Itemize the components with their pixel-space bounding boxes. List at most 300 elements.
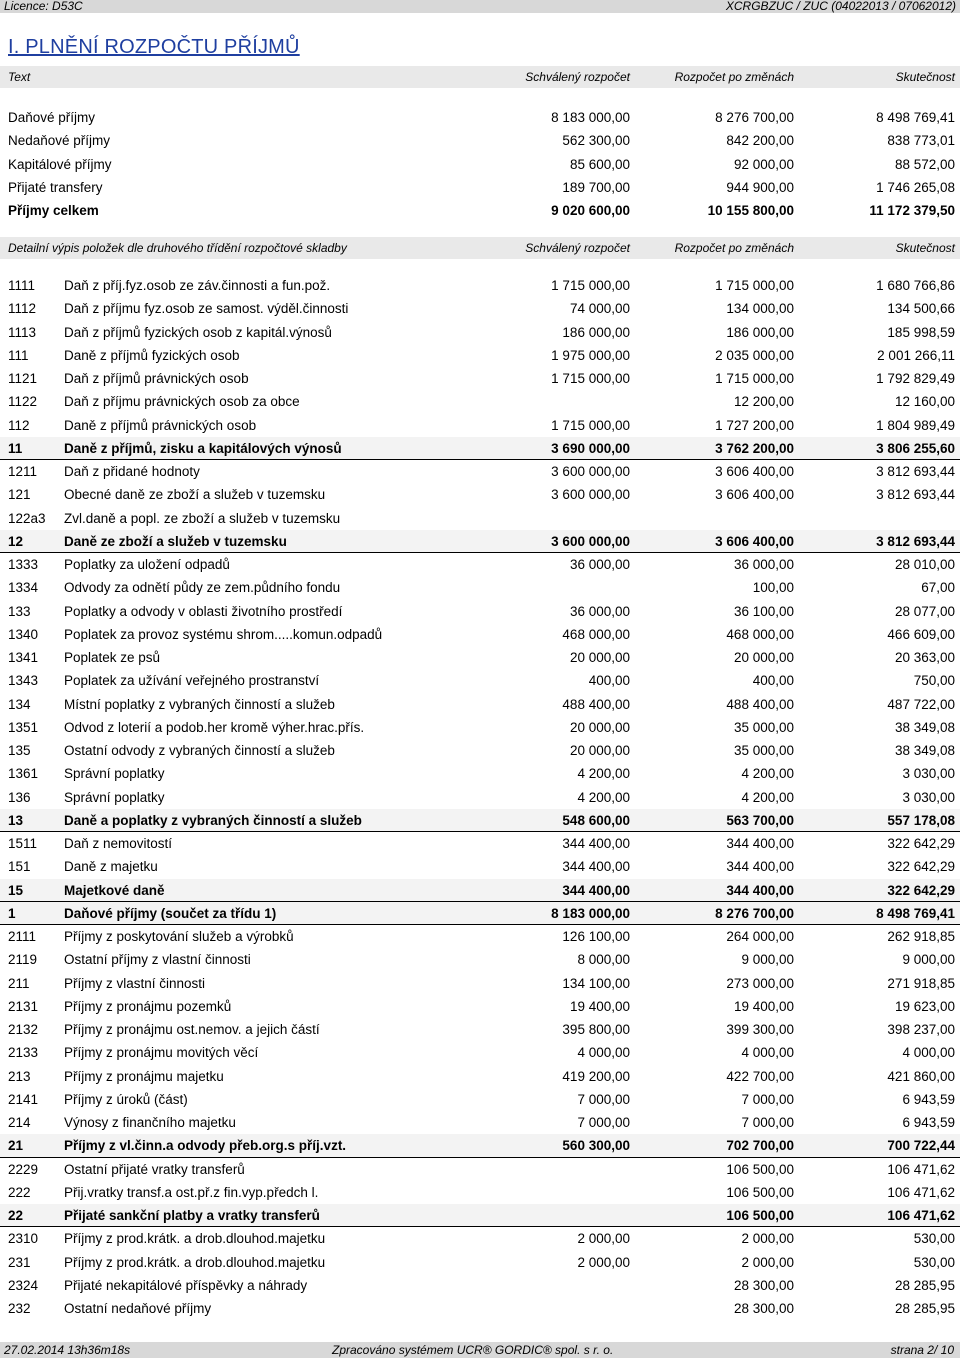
row-code: 2229 (8, 1161, 39, 1177)
row-po-zmenach: 134 000,00 (726, 301, 794, 317)
table-row (0, 600, 960, 623)
summary-po-zmenach: 92 000,00 (733, 156, 794, 172)
page-title: I. PLNĚNÍ ROZPOČTU PŘÍJMŮ (8, 36, 300, 58)
row-code: 1334 (8, 580, 39, 596)
row-skutecnost: 466 609,00 (887, 626, 955, 642)
detail-header-text: Detailní výpis položek dle druhového třídění rozpočtové skladby (8, 241, 347, 255)
row-schvaleny: 1 715 000,00 (551, 278, 630, 293)
row-text: Daně z příjmů, zisku a kapitálových výnosů (64, 440, 342, 456)
row-skutecnost: 557 178,08 (887, 812, 955, 828)
row-schvaleny: 400,00 (588, 673, 630, 689)
detail-header-po-zmenach: Rozpočet po změnách (674, 241, 794, 255)
summary-skutecnost: 11 172 379,50 (869, 203, 955, 219)
row-po-zmenach: 36 100,00 (733, 603, 794, 619)
row-skutecnost: 1 804 989,49 (876, 417, 955, 433)
table-row (0, 1041, 960, 1064)
row-schvaleny: 344 400,00 (562, 859, 630, 875)
row-text: Příjmy z prod.krátk. a drob.dlouhod.majetku (64, 1231, 326, 1247)
row-code: 211 (8, 975, 30, 991)
row-text: Příjmy z prod.krátk. a drob.dlouhod.majetku (64, 1254, 326, 1270)
table-row (0, 948, 960, 971)
row-skutecnost: 3 812 693,44 (876, 487, 955, 503)
row-po-zmenach: 106 500,00 (726, 1161, 794, 1177)
row-code: 13 (8, 812, 24, 828)
row-po-zmenach: 344 400,00 (726, 882, 794, 898)
row-schvaleny: 186 000,00 (562, 324, 630, 340)
row-text: Daň z příj.fyz.osob ze záv.činnosti a fun.pož. (64, 278, 331, 293)
table-row (0, 344, 960, 367)
table-row (0, 693, 960, 716)
row-skutecnost: 134 500,66 (887, 301, 955, 317)
detail-header-schvaleny: Schválený rozpočet (525, 241, 630, 255)
row-text: Příjmy z pronájmu pozemků (64, 998, 232, 1014)
row-schvaleny: 2 000,00 (577, 1231, 630, 1247)
row-schvaleny: 19 400,00 (569, 998, 630, 1014)
row-code: 135 (8, 743, 31, 758)
row-code: 12 (8, 533, 24, 549)
table-row (0, 553, 960, 576)
row-skutecnost: 1 680 766,86 (876, 278, 955, 293)
row-schvaleny: 419 200,00 (562, 1068, 630, 1084)
row-skutecnost: 3 030,00 (902, 766, 955, 782)
row-code: 112 (8, 417, 30, 433)
row-text: Příjmy z pronájmu ost.nemov. a jejich částí (64, 1022, 320, 1037)
footer-date: 27.02.2014 13h36m18s (4, 1343, 131, 1357)
header-schvaleny: Schválený rozpočet (525, 70, 630, 84)
row-skutecnost: 322 642,29 (887, 882, 955, 898)
row-code: 2119 (8, 952, 38, 968)
row-po-zmenach: 2 000,00 (741, 1231, 794, 1247)
row-code: 2131 (8, 998, 39, 1014)
row-schvaleny: 3 600 000,00 (551, 487, 630, 503)
row-text: Ostatní přijaté vratky transferů (64, 1161, 245, 1177)
row-text: Daň z nemovitostí (64, 836, 173, 851)
top-bar (0, 0, 960, 13)
table-row (0, 739, 960, 762)
row-code: 1511 (8, 836, 38, 851)
row-skutecnost: 530,00 (913, 1231, 955, 1247)
row-text: Ostatní nedaňové příjmy (64, 1301, 212, 1316)
table-row (0, 925, 960, 948)
detail-header (0, 237, 960, 259)
header-text: Text (8, 70, 31, 84)
summary-schvaleny: 562 300,00 (562, 133, 630, 149)
summary-po-zmenach: 842 200,00 (726, 133, 794, 149)
row-skutecnost: 28 285,95 (894, 1277, 955, 1293)
row-po-zmenach: 7 000,00 (741, 1091, 794, 1107)
row-po-zmenach: 488 400,00 (726, 696, 794, 712)
row-text: Daň z příjmů fyzických osob z kapitál.výnosů (64, 324, 332, 340)
table-row (0, 321, 960, 344)
row-text: Poplatek za užívání veřejného prostranství (64, 673, 320, 689)
row-skutecnost: 421 860,00 (887, 1068, 955, 1084)
row-code: 151 (8, 859, 31, 875)
row-skutecnost: 4 000,00 (902, 1045, 955, 1061)
row-text: Daňové příjmy (součet za třídu 1) (64, 905, 277, 921)
row-text: Ostatní odvody z vybraných činností a služeb (64, 743, 335, 758)
row-schvaleny: 2 000,00 (577, 1254, 630, 1270)
row-po-zmenach: 2 035 000,00 (715, 347, 794, 363)
table-row (0, 902, 960, 925)
row-schvaleny: 20 000,00 (569, 719, 630, 735)
row-text: Příjmy z pronájmu movitých věcí (64, 1045, 259, 1061)
summary-skutecnost: 838 773,01 (887, 133, 955, 149)
licence-label: Licence: D53C (4, 0, 83, 13)
row-code: 2324 (8, 1277, 39, 1293)
row-skutecnost: 700 722,44 (887, 1138, 955, 1154)
row-skutecnost: 38 349,08 (894, 743, 955, 758)
row-text: Daně a poplatky z vybraných činností a služeb (64, 812, 362, 828)
table-row (0, 1251, 960, 1274)
row-text: Příjmy z pronájmu majetku (64, 1068, 224, 1084)
summary-skutecnost: 88 572,00 (894, 156, 955, 172)
row-skutecnost: 271 918,85 (887, 975, 955, 991)
row-po-zmenach: 28 300,00 (733, 1277, 794, 1293)
row-schvaleny: 8 183 000,00 (551, 905, 630, 921)
row-text: Odvody za odnětí půdy ze zem.půdního fondu (64, 580, 341, 596)
row-skutecnost: 106 471,62 (887, 1161, 955, 1177)
table-row (0, 530, 960, 553)
row-po-zmenach: 4 200,00 (741, 766, 794, 782)
row-code: 222 (8, 1184, 31, 1200)
row-text: Daň z přidané hodnoty (64, 464, 200, 479)
row-text: Správní poplatky (64, 789, 165, 805)
row-skutecnost: 185 998,59 (887, 324, 955, 340)
row-skutecnost: 3 030,00 (902, 789, 955, 805)
row-text: Příjmy z vlastní činnosti (64, 975, 206, 991)
row-schvaleny: 74 000,00 (569, 301, 630, 317)
row-code: 1 (8, 905, 16, 921)
summary-label: Kapitálové příjmy (8, 156, 112, 172)
row-skutecnost: 487 722,00 (887, 696, 955, 712)
table-row (0, 786, 960, 809)
row-schvaleny: 8 000,00 (577, 952, 630, 968)
table-row (0, 1158, 960, 1181)
row-text: Příjmy z úroků (část) (64, 1091, 188, 1107)
row-skutecnost: 9 000,00 (902, 952, 955, 968)
row-schvaleny: 126 100,00 (562, 929, 630, 944)
row-schvaleny: 7 000,00 (577, 1091, 630, 1107)
row-text: Poplatek ze psů (64, 650, 161, 665)
row-text: Příjmy z poskytování služeb a výrobků (64, 929, 294, 944)
row-schvaleny: 3 600 000,00 (551, 533, 630, 549)
footer-system: Zpracováno systémem UCR® GORDIC® spol. s r. o. (332, 1343, 614, 1357)
row-code: 21 (8, 1138, 24, 1154)
row-po-zmenach: 400,00 (752, 673, 794, 689)
summary-row (0, 176, 960, 199)
row-po-zmenach: 1 727 200,00 (715, 417, 794, 433)
summary-row (0, 129, 960, 152)
row-skutecnost: 28 010,00 (894, 557, 955, 572)
table-row (0, 995, 960, 1018)
row-skutecnost: 19 623,00 (894, 998, 955, 1014)
row-po-zmenach: 19 400,00 (733, 998, 794, 1014)
row-skutecnost: 6 943,59 (902, 1091, 955, 1107)
row-schvaleny: 1 975 000,00 (551, 347, 630, 363)
row-code: 2133 (8, 1045, 39, 1061)
row-po-zmenach: 468 000,00 (726, 626, 794, 642)
row-code: 1111 (8, 278, 36, 293)
row-code: 2111 (8, 929, 37, 944)
row-code: 1333 (8, 557, 39, 572)
table-row (0, 437, 960, 460)
summary-schvaleny: 85 600,00 (569, 156, 630, 172)
table-row (0, 1065, 960, 1088)
table-row (0, 1181, 960, 1204)
row-po-zmenach: 273 000,00 (726, 975, 794, 991)
table-row (0, 972, 960, 995)
row-po-zmenach: 8 276 700,00 (715, 905, 794, 921)
row-skutecnost: 3 806 255,60 (876, 440, 955, 456)
header-skutecnost: Skutečnost (895, 70, 955, 84)
row-skutecnost: 106 471,62 (887, 1184, 955, 1200)
detail-table (0, 274, 960, 1320)
row-code: 136 (8, 789, 31, 805)
row-code: 111 (8, 347, 29, 363)
row-text: Přij.vratky transf.a ost.př.z fin.vyp.předch l. (64, 1184, 319, 1200)
row-skutecnost: 12 160,00 (894, 394, 955, 410)
row-skutecnost: 398 237,00 (887, 1022, 955, 1037)
table-row (0, 1111, 960, 1134)
summary-schvaleny: 189 700,00 (562, 179, 630, 195)
table-row (0, 507, 960, 530)
row-text: Přijaté nekapitálové příspěvky a náhrady (64, 1277, 308, 1293)
row-skutecnost: 38 349,08 (894, 719, 955, 735)
table-row (0, 855, 960, 878)
row-code: 11 (8, 440, 23, 456)
row-schvaleny: 1 715 000,00 (551, 417, 630, 433)
row-skutecnost: 28 285,95 (894, 1301, 955, 1316)
row-po-zmenach: 3 606 400,00 (715, 487, 794, 503)
row-text: Přijaté sankční platby a vratky transferů (64, 1208, 320, 1223)
row-code: 1122 (8, 394, 38, 410)
row-code: 133 (8, 603, 31, 619)
row-code: 231 (8, 1254, 31, 1270)
row-code: 1341 (8, 650, 39, 665)
footer-page: strana 2/ 10 (890, 1343, 954, 1357)
summary-po-zmenach: 944 900,00 (726, 179, 794, 195)
row-skutecnost: 262 918,85 (887, 929, 955, 944)
summary-header (0, 66, 960, 88)
row-text: Zvl.daně a popl. ze zboží a služeb v tuzemsku (64, 510, 341, 526)
table-row (0, 1018, 960, 1041)
summary-schvaleny: 8 183 000,00 (551, 110, 630, 125)
table-row (0, 1297, 960, 1320)
row-schvaleny: 560 300,00 (562, 1138, 630, 1154)
table-row (0, 576, 960, 599)
detail-header-skutecnost: Skutečnost (895, 241, 955, 255)
row-skutecnost: 322 642,29 (887, 859, 955, 875)
row-code: 121 (8, 487, 31, 503)
row-schvaleny: 36 000,00 (569, 603, 630, 619)
row-schvaleny: 20 000,00 (569, 650, 630, 665)
row-schvaleny: 3 600 000,00 (551, 464, 630, 479)
row-text: Odvod z loterií a podob.her kromě výher.hrac.přís. (64, 719, 365, 735)
summary-schvaleny: 9 020 600,00 (551, 203, 630, 219)
row-po-zmenach: 106 500,00 (726, 1208, 794, 1223)
table-row (0, 274, 960, 297)
row-schvaleny: 7 000,00 (577, 1115, 630, 1130)
summary-row (0, 153, 960, 176)
table-row (0, 809, 960, 832)
table-row (0, 669, 960, 692)
row-code: 2132 (8, 1022, 39, 1037)
row-code: 1112 (8, 301, 37, 317)
row-code: 1351 (8, 719, 39, 735)
table-row (0, 762, 960, 785)
row-skutecnost: 3 812 693,44 (876, 533, 955, 549)
row-skutecnost: 530,00 (913, 1254, 955, 1270)
table-row (0, 414, 960, 437)
row-text: Daně z příjmů právnických osob (64, 417, 257, 433)
row-skutecnost: 322 642,29 (887, 836, 955, 851)
row-skutecnost: 106 471,62 (887, 1208, 955, 1223)
row-schvaleny: 468 000,00 (562, 626, 630, 642)
table-row (0, 646, 960, 669)
table-row (0, 1204, 960, 1227)
row-text: Daň z příjmu právnických osob za obce (64, 394, 300, 410)
row-schvaleny: 36 000,00 (569, 557, 630, 572)
row-schvaleny: 3 690 000,00 (551, 440, 630, 456)
row-po-zmenach: 563 700,00 (726, 812, 794, 828)
row-po-zmenach: 344 400,00 (726, 836, 794, 851)
row-po-zmenach: 264 000,00 (726, 929, 794, 944)
table-row (0, 1227, 960, 1250)
row-text: Ostatní příjmy z vlastní činnosti (64, 952, 251, 968)
row-text: Daň z příjmů právnických osob (64, 371, 249, 386)
row-po-zmenach: 2 000,00 (741, 1254, 794, 1270)
row-po-zmenach: 422 700,00 (726, 1068, 794, 1084)
table-row (0, 623, 960, 646)
row-po-zmenach: 344 400,00 (726, 859, 794, 875)
footer-bar (0, 1342, 960, 1358)
summary-row (0, 106, 960, 129)
row-code: 2141 (8, 1091, 39, 1107)
row-schvaleny: 20 000,00 (569, 743, 630, 758)
row-code: 1113 (8, 324, 37, 340)
row-code: 1343 (8, 673, 39, 689)
row-skutecnost: 67,00 (921, 580, 955, 596)
row-schvaleny: 4 200,00 (577, 789, 630, 805)
summary-skutecnost: 8 498 769,41 (876, 110, 955, 125)
row-code: 1211 (8, 464, 38, 479)
table-row (0, 832, 960, 855)
row-po-zmenach: 7 000,00 (741, 1115, 794, 1130)
summary-table (0, 106, 960, 222)
row-po-zmenach: 12 200,00 (733, 394, 794, 410)
row-text: Místní poplatky z vybraných činností a služeb (64, 696, 335, 712)
table-row (0, 716, 960, 739)
row-po-zmenach: 100,00 (752, 580, 794, 596)
row-po-zmenach: 28 300,00 (733, 1301, 794, 1316)
row-code: 22 (8, 1208, 24, 1223)
row-text: Daně ze zboží a služeb v tuzemsku (64, 533, 287, 549)
table-row (0, 460, 960, 483)
row-po-zmenach: 9 000,00 (741, 952, 794, 968)
row-schvaleny: 488 400,00 (562, 696, 630, 712)
row-po-zmenach: 3 606 400,00 (715, 464, 794, 479)
summary-skutecnost: 1 746 265,08 (876, 179, 955, 195)
summary-po-zmenach: 10 155 800,00 (707, 203, 794, 219)
table-row (0, 297, 960, 320)
header-po-zmenach: Rozpočet po změnách (674, 70, 794, 84)
row-schvaleny: 395 800,00 (562, 1022, 630, 1037)
table-row (0, 367, 960, 390)
summary-label: Daňové příjmy (8, 110, 96, 125)
row-po-zmenach: 35 000,00 (733, 743, 794, 758)
table-row (0, 1274, 960, 1297)
row-code: 1361 (8, 766, 39, 782)
row-po-zmenach: 106 500,00 (726, 1184, 794, 1200)
row-skutecnost: 20 363,00 (894, 650, 955, 665)
table-row (0, 879, 960, 902)
row-text: Daň z příjmu fyz.osob ze samost. výděl.činnosti (64, 301, 349, 317)
table-row (0, 483, 960, 506)
summary-row (0, 199, 960, 222)
row-code: 134 (8, 696, 31, 712)
summary-po-zmenach: 8 276 700,00 (715, 110, 794, 125)
row-skutecnost: 8 498 769,41 (876, 905, 955, 921)
row-schvaleny: 344 400,00 (562, 882, 630, 898)
summary-label: Přijaté transfery (8, 179, 103, 195)
summary-label: Nedaňové příjmy (8, 133, 111, 149)
row-code: 214 (8, 1115, 31, 1130)
row-po-zmenach: 702 700,00 (726, 1138, 794, 1154)
row-text: Poplatek za provoz systému shrom.....komun.odpadů (64, 626, 383, 642)
row-schvaleny: 134 100,00 (562, 975, 630, 991)
row-text: Daně z majetku (64, 859, 158, 875)
row-skutecnost: 3 812 693,44 (876, 464, 955, 479)
summary-label: Příjmy celkem (8, 203, 99, 219)
table-row (0, 1088, 960, 1111)
row-skutecnost: 28 077,00 (894, 603, 955, 619)
row-code: 1121 (8, 371, 38, 386)
report-code: XCRGBZUC / ZUC (04022013 / 07062012) (725, 0, 956, 13)
row-schvaleny: 548 600,00 (562, 812, 630, 828)
table-row (0, 390, 960, 413)
row-text: Poplatky za uložení odpadů (64, 557, 230, 572)
row-skutecnost: 2 001 266,11 (877, 347, 955, 363)
row-po-zmenach: 1 715 000,00 (715, 278, 794, 293)
row-schvaleny: 1 715 000,00 (551, 371, 630, 386)
row-code: 232 (8, 1301, 31, 1316)
row-text: Poplatky a odvody v oblasti životního prostředí (64, 603, 343, 619)
row-po-zmenach: 3 762 200,00 (715, 440, 794, 456)
row-code: 1340 (8, 626, 39, 642)
row-text: Obecné daně ze zboží a služeb v tuzemsku (64, 487, 326, 503)
row-po-zmenach: 35 000,00 (733, 719, 794, 735)
row-code: 213 (8, 1068, 31, 1084)
row-skutecnost: 750,00 (913, 673, 955, 689)
row-schvaleny: 344 400,00 (562, 836, 630, 851)
row-code: 2310 (8, 1231, 39, 1247)
row-text: Příjmy z vl.činn.a odvody přeb.org.s příj.vzt. (64, 1138, 347, 1154)
row-po-zmenach: 1 715 000,00 (715, 371, 794, 386)
row-text: Majetkové daně (64, 882, 165, 898)
row-text: Daně z příjmů fyzických osob (64, 347, 240, 363)
row-skutecnost: 1 792 829,49 (876, 371, 955, 386)
row-code: 122a3 (8, 510, 46, 526)
row-po-zmenach: 399 300,00 (726, 1022, 794, 1037)
row-po-zmenach: 4 000,00 (741, 1045, 794, 1061)
row-po-zmenach: 20 000,00 (733, 650, 794, 665)
row-skutecnost: 6 943,59 (902, 1115, 955, 1130)
row-po-zmenach: 4 200,00 (741, 789, 794, 805)
row-po-zmenach: 36 000,00 (733, 557, 794, 572)
row-po-zmenach: 186 000,00 (726, 324, 794, 340)
row-text: Správní poplatky (64, 766, 165, 782)
row-schvaleny: 4 000,00 (577, 1045, 630, 1061)
